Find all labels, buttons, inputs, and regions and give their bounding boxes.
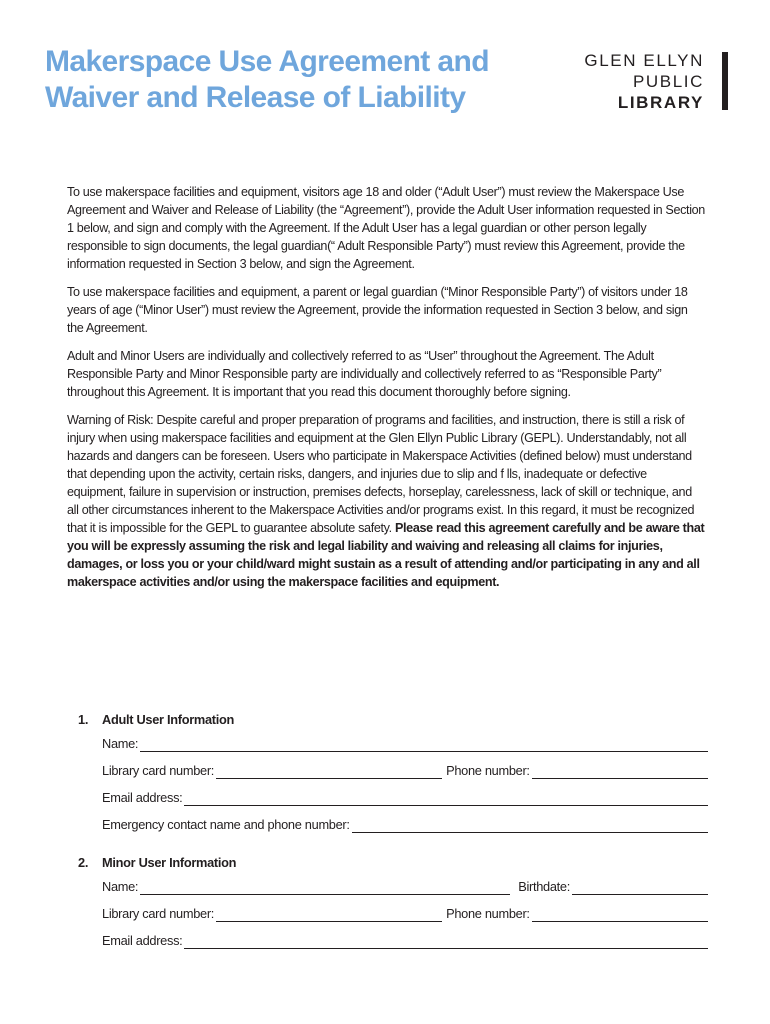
minor-name-birthdate-row — [102, 873, 708, 895]
intro-paragraph-1: To use makerspace facilities and equipment, visitors age 18 and older (“Adult User”) must review the Makerspace Use Agreement and Waiver and Release of Liability (the “Agreement”), provide the Adult User information requested in Section 1 below, and sign and comply with the Agreement. If the Adult User has a legal guardian or other person legally responsible to sign documents, the legal guardian(“ Adult Responsible Party”) must review this Agreement, provide the information requested in Section 3 below, and sign the Agreement. — [67, 185, 705, 271]
section-2-heading — [78, 853, 708, 873]
adult-card-phone-row — [102, 752, 708, 779]
minor-phone-label: Phone number: — [446, 906, 530, 921]
section-1-heading — [78, 710, 708, 730]
intro-text — [67, 183, 705, 601]
warning-paragraph — [67, 411, 705, 591]
minor-birthdate-label: Birthdate: — [518, 879, 570, 894]
adult-name-label: Name: — [102, 736, 139, 751]
document-title — [45, 44, 545, 116]
minor-card-phone-row — [102, 895, 708, 922]
adult-phone-field[interactable] — [532, 765, 708, 779]
adult-name-field[interactable] — [140, 738, 708, 752]
adult-emergency-field[interactable] — [352, 819, 708, 833]
warning-text: Warning of Risk: Despite careful and proper preparation of programs and facilities, and instruction, there is still a risk of injury when using makerspace facilities and equipment at the Glen Ellyn Public Library (GEPL). Understandably, not all hazards and dangers can be foreseen. Users who participate in Makerspace Activities (defined below) must understand that depending upon the activity, certain risks, dangers, and injuries due to slip and f lls, inadequate or defective equipment, failure in supervision or instruction, premises defects, horseplay, carelessness, lack of skill or technique, and all other circumstances inherent to the Makerspace Activities and/or programs exist. In this regard, it must be recognized that it is impossible for the GEPL to guarantee absolute safety. — [67, 413, 695, 535]
minor-email-row — [102, 922, 708, 949]
title-line-1: Makerspace Use Agreement and — [45, 45, 489, 78]
section-1-title: Adult User Information — [102, 712, 235, 727]
adult-emergency-label: Emergency contact name and phone number: — [102, 817, 350, 832]
adult-email-row — [102, 779, 708, 806]
adult-library-card-label: Library card number: — [102, 763, 215, 778]
minor-name-field[interactable] — [140, 881, 510, 895]
adult-phone-label: Phone number: — [446, 763, 530, 778]
library-logo — [560, 50, 728, 112]
logo-line-1: GLEN ELLYN — [584, 51, 704, 70]
warning-bold-text: Please read this agreement carefully and be aware that you will be expressly assuming the risk and legal liability and waiving and releasing all claims for injuries, damages, or loss you or your child/ward might sustain as a result of attending and/or participating in any and all makerspace activities and/or using the makerspace facilities and equipment. — [67, 521, 705, 589]
adult-emergency-row — [102, 806, 708, 833]
logo-line-2: PUBLIC — [632, 72, 704, 91]
intro-paragraph-3: Adult and Minor Users are individually and collectively referred to as “User” throughout the Agreement. The Adult Responsible Party and Minor Responsible party are individually and collectively referred to as “Responsible Party” throughout this Agreement. It is important that you read this document thoroughly before signing. — [67, 349, 662, 399]
section-1-number: 1. — [78, 712, 89, 727]
section-minor-user — [78, 853, 708, 949]
minor-email-label: Email address: — [102, 933, 183, 948]
section-adult-user — [78, 710, 708, 833]
minor-email-field[interactable] — [184, 935, 708, 949]
intro-paragraph-2: To use makerspace facilities and equipment, a parent or legal guardian (“Minor Responsible Party”) of visitors under 18 years of age (“Minor User”) must review the Agreement, provide the information requested in Section 3 below, and sign the Agreement. — [67, 285, 688, 335]
logo-wordmark — [584, 50, 704, 113]
minor-library-card-label: Library card number: — [102, 906, 215, 921]
adult-email-field[interactable] — [184, 792, 708, 806]
minor-name-label: Name: — [102, 879, 139, 894]
minor-birthdate-field[interactable] — [572, 881, 708, 895]
minor-phone-field[interactable] — [532, 908, 708, 922]
adult-name-row — [102, 730, 708, 752]
logo-line-3: LIBRARY — [617, 93, 704, 112]
title-line-2: Waiver and Release of Liability — [45, 81, 466, 114]
section-2-number: 2. — [78, 855, 89, 870]
adult-email-label: Email address: — [102, 790, 183, 805]
adult-library-card-field[interactable] — [216, 765, 442, 779]
section-2-title: Minor User Information — [102, 855, 237, 870]
logo-bar — [722, 52, 728, 110]
minor-library-card-field[interactable] — [216, 908, 442, 922]
